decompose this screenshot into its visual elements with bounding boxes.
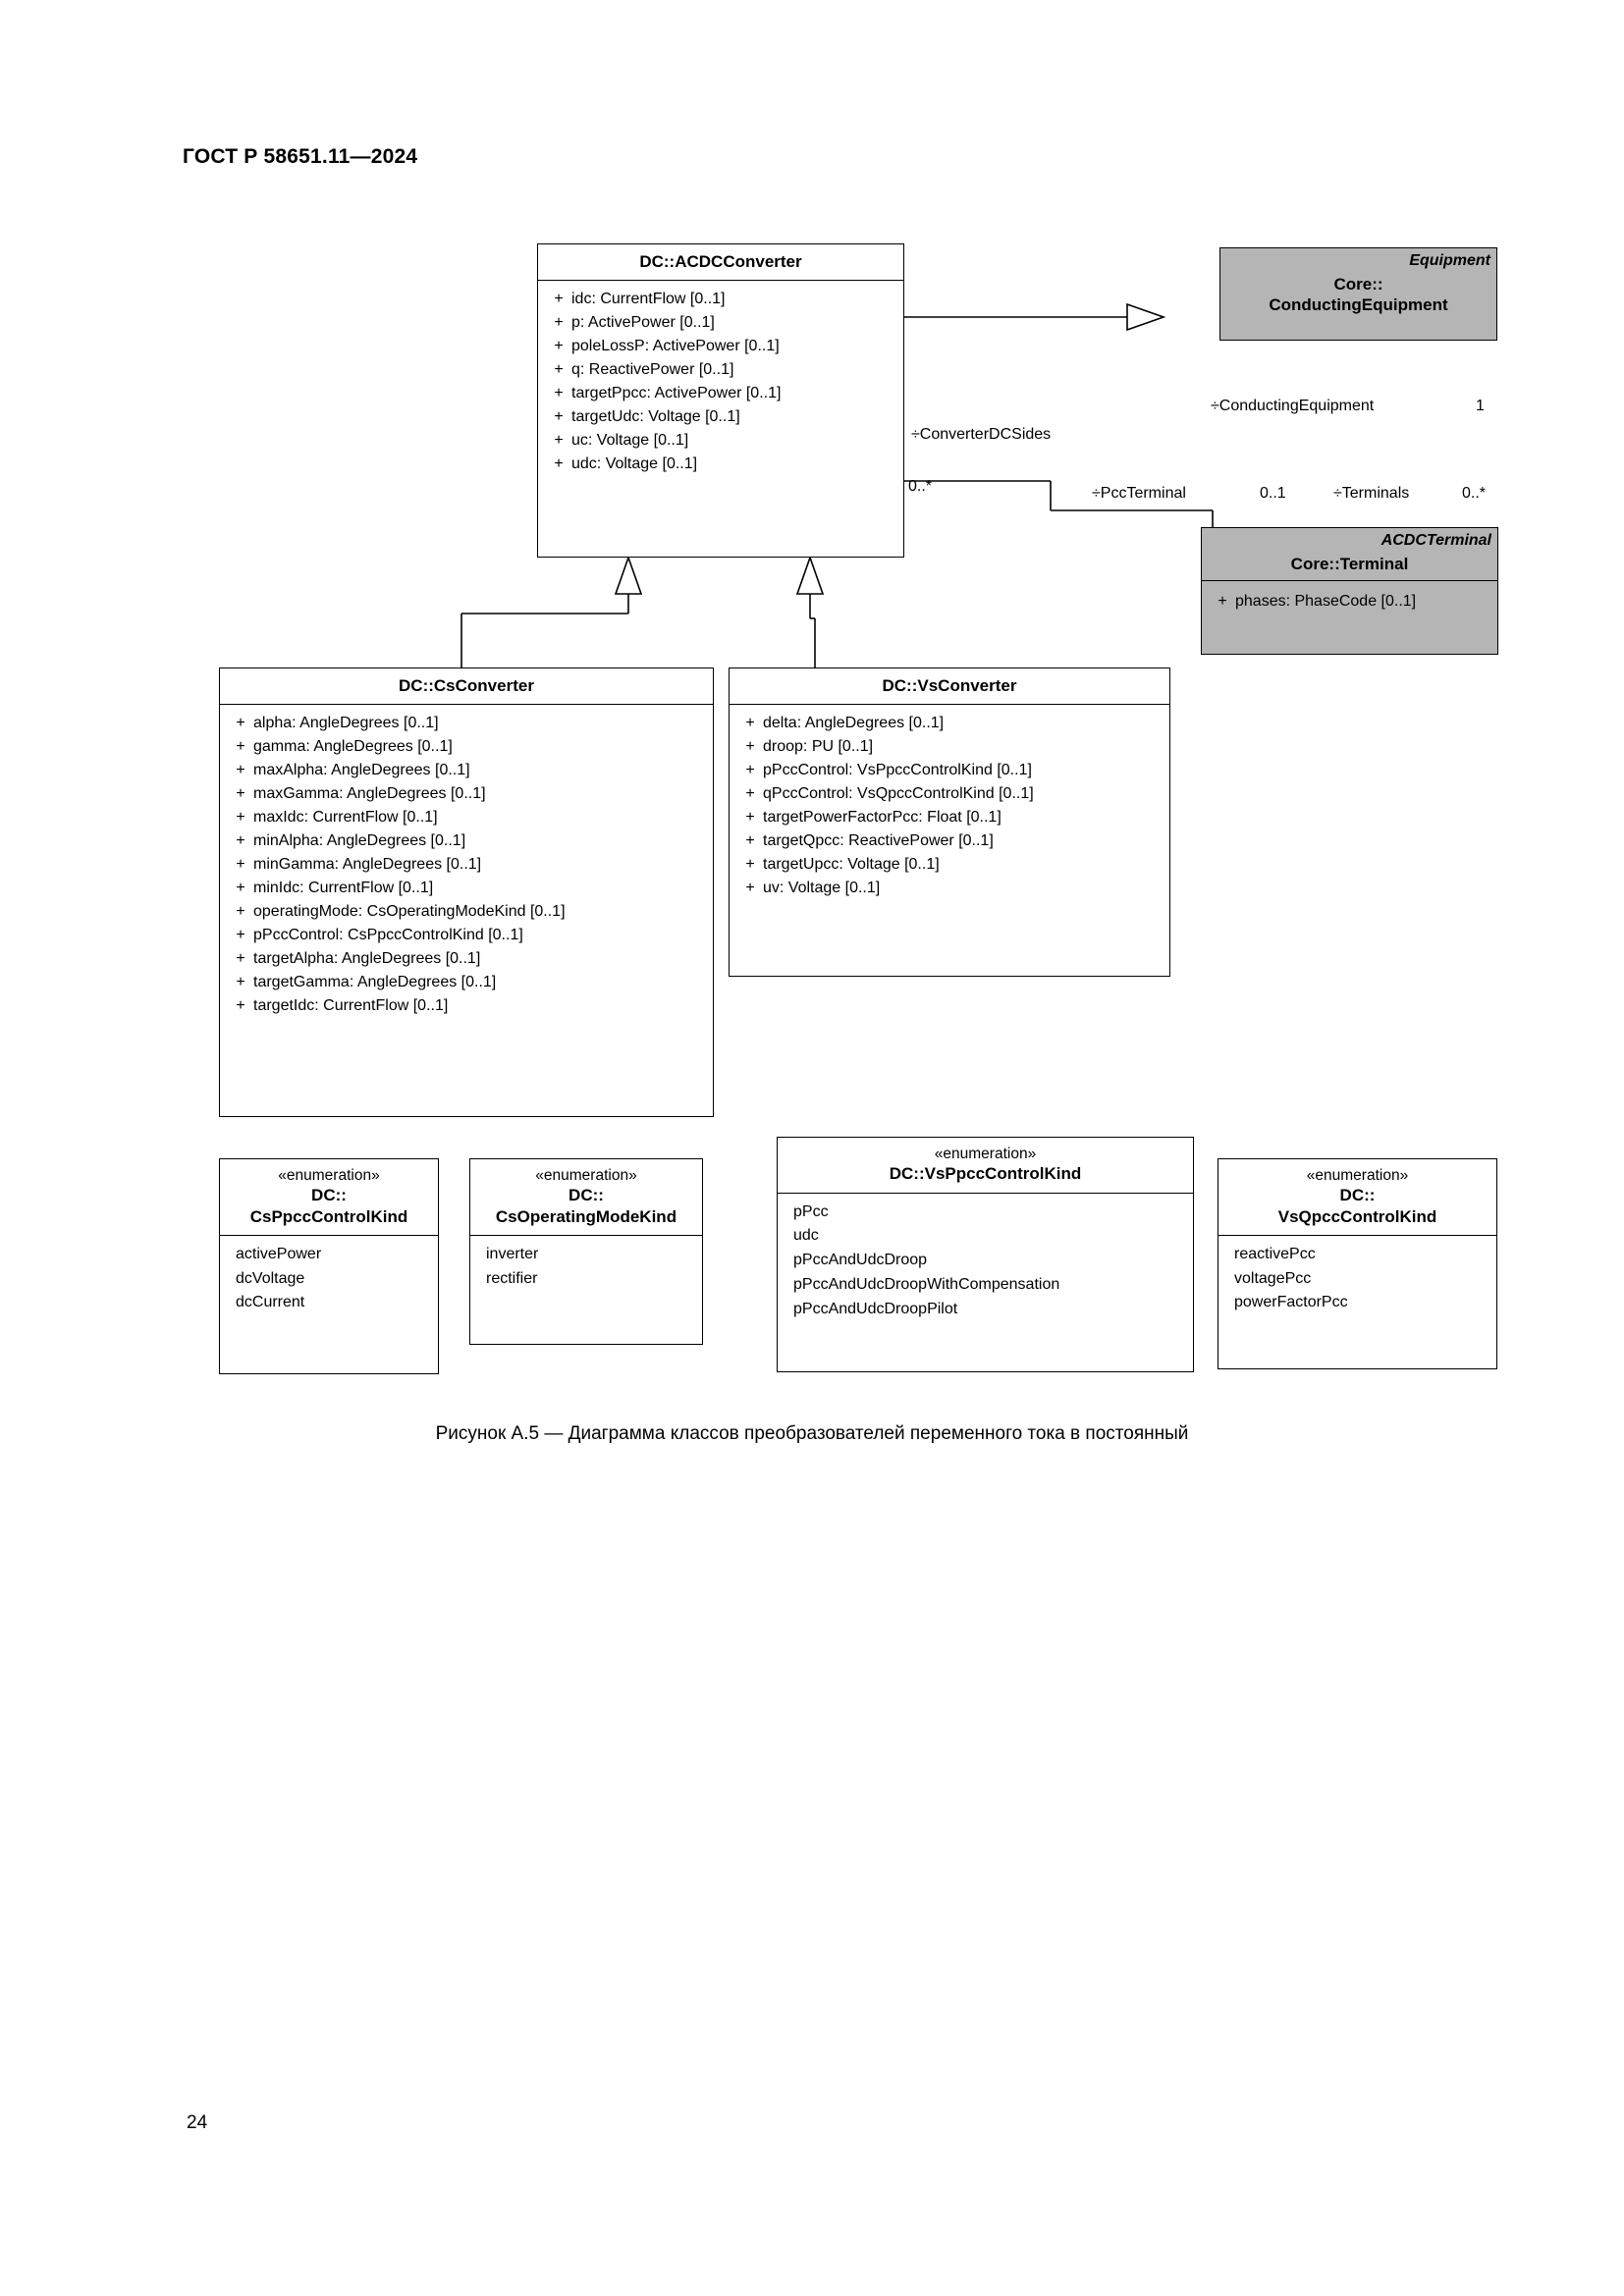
enum-title-line2: CsPpccControlKind (249, 1206, 408, 1226)
attribute-row (220, 924, 713, 947)
literal-list (778, 1194, 1193, 1331)
enum-title-line2: CsOperatingModeKind (495, 1206, 677, 1226)
attribute-row (538, 453, 903, 476)
enum-literal: voltagePcc (1234, 1269, 1312, 1287)
stereotype: «enumeration» (278, 1167, 380, 1184)
attribute-row (538, 405, 903, 429)
attribute-text: qPccControl: VsQpccControlKind [0..1] (763, 785, 1034, 803)
class-acdcterminal[interactable] (1201, 527, 1498, 655)
attribute-text: maxGamma: AngleDegrees [0..1] (253, 785, 486, 803)
attribute-text: targetGamma: AngleDegrees [0..1] (253, 974, 497, 991)
attribute-text: uv: Voltage [0..1] (763, 880, 881, 897)
class-title: DC::VsConverter (882, 676, 1017, 695)
attribute-row (220, 900, 713, 924)
attribute-row (730, 782, 1169, 806)
attribute-row (730, 829, 1169, 853)
enum-title-line2: VsQpccControlKind (1277, 1206, 1437, 1226)
attribute-text: pPccControl: CsPpccControlKind [0..1] (253, 927, 523, 944)
stereotype: «enumeration» (934, 1146, 1037, 1162)
class-title-line1: Core:: (1333, 275, 1383, 294)
attribute-text: minAlpha: AngleDegrees [0..1] (253, 832, 466, 850)
package-band (1220, 248, 1496, 274)
class-title-line2: ConductingEquipment (1269, 295, 1448, 315)
figure-caption: Рисунок А.5 — Диаграмма классов преобразователей переменного тока в постоянный (435, 1423, 1189, 1444)
visibility: + (745, 809, 755, 827)
attribute-row (730, 759, 1169, 782)
enum-title (1218, 1159, 1496, 1235)
visibility: + (745, 880, 755, 897)
attribute-text: delta: AngleDegrees [0..1] (763, 715, 945, 732)
attribute-text: alpha: AngleDegrees [0..1] (253, 715, 439, 732)
visibility: + (554, 408, 564, 426)
enum-literal: pPccAndUdcDroopWithCompensation (793, 1276, 1060, 1294)
visibility: + (236, 762, 245, 779)
visibility: + (236, 715, 245, 732)
attribute-text: uc: Voltage [0..1] (571, 432, 689, 450)
attribute-text: targetIdc: CurrentFlow [0..1] (253, 997, 449, 1015)
package-band (1202, 528, 1497, 554)
attribute-list (730, 705, 1169, 909)
class-conductingequipment[interactable] (1219, 247, 1497, 341)
visibility: + (1218, 593, 1227, 611)
attribute-text: targetUpcc: Voltage [0..1] (763, 856, 940, 874)
visibility: + (745, 832, 755, 850)
attribute-text: idc: CurrentFlow [0..1] (571, 291, 726, 308)
attribute-text: targetQpcc: ReactivePower [0..1] (763, 832, 994, 850)
enum-title (778, 1138, 1193, 1193)
enum-literal: dcCurrent (236, 1294, 305, 1311)
attribute-row (730, 806, 1169, 829)
literal-list (220, 1236, 438, 1324)
attribute-row (220, 853, 713, 877)
attribute-list (220, 705, 713, 1027)
enum-literal: reactivePcc (1234, 1245, 1316, 1262)
literal-list (1218, 1236, 1496, 1324)
attribute-row (220, 806, 713, 829)
attribute-row (220, 829, 713, 853)
attribute-row (538, 335, 903, 358)
attribute-text: droop: PU [0..1] (763, 738, 874, 756)
attribute-text: targetAlpha: AngleDegrees [0..1] (253, 950, 481, 968)
attribute-text: operatingMode: CsOperatingModeKind [0..1] (253, 903, 566, 921)
enum-literal: dcVoltage (236, 1269, 305, 1287)
visibility: + (554, 338, 564, 355)
attribute-text: targetPpcc: ActivePower [0..1] (571, 385, 782, 402)
label-conductingequipment-role: ÷ConductingEquipment (1211, 398, 1375, 414)
attribute-list (1202, 581, 1497, 622)
enum-literal: powerFactorPcc (1234, 1294, 1348, 1311)
visibility: + (236, 950, 245, 968)
visibility: + (236, 880, 245, 897)
visibility: + (236, 809, 245, 827)
visibility: + (745, 715, 755, 732)
attribute-text: pPccControl: VsPpccControlKind [0..1] (763, 762, 1032, 779)
attribute-row (220, 712, 713, 735)
enum-literal: udc (793, 1227, 819, 1245)
stereotype: «enumeration» (535, 1167, 637, 1184)
attribute-row (220, 759, 713, 782)
class-csconverter[interactable] (219, 667, 714, 1117)
class-title: DC::ACDCConverter (639, 252, 802, 271)
attribute-row (220, 877, 713, 900)
attribute-text: udc: Voltage [0..1] (571, 455, 698, 473)
attribute-text: q: ReactivePower [0..1] (571, 361, 734, 379)
visibility: + (745, 785, 755, 803)
attribute-row (730, 712, 1169, 735)
enum-literal: pPccAndUdcDroop (793, 1252, 928, 1269)
enum-title-line1: DC:: (568, 1186, 604, 1205)
enum-title (470, 1159, 702, 1235)
visibility: + (554, 385, 564, 402)
enum-title-line1: DC::VsPpccControlKind (889, 1164, 1082, 1184)
attribute-row (730, 853, 1169, 877)
visibility: + (554, 291, 564, 308)
label-pccterminal-mult: 0..1 (1260, 485, 1286, 502)
attribute-row (220, 782, 713, 806)
visibility: + (745, 762, 755, 779)
enum-literal: activePower (236, 1245, 322, 1262)
page-number: 24 (187, 2112, 208, 2133)
attribute-row (730, 735, 1169, 759)
attribute-row (538, 358, 903, 382)
label-conductingequipment-mult: 1 (1476, 398, 1485, 414)
visibility: + (236, 832, 245, 850)
label-converterdcsides-role: ÷ConverterDCSides (911, 426, 1052, 443)
stereotype: «enumeration» (1306, 1167, 1409, 1184)
enum-literal: pPcc (793, 1202, 829, 1220)
visibility: + (745, 856, 755, 874)
enum-vsppcccontrolkind[interactable] (777, 1137, 1194, 1372)
attribute-text: minIdc: CurrentFlow [0..1] (253, 880, 434, 897)
attribute-list (538, 281, 903, 485)
attribute-text: targetUdc: Voltage [0..1] (571, 408, 740, 426)
package-label: Equipment (1409, 252, 1490, 269)
attribute-text: poleLossP: ActivePower [0..1] (571, 338, 780, 355)
attribute-row (220, 994, 713, 1018)
attribute-text: gamma: AngleDegrees [0..1] (253, 738, 453, 756)
attribute-text: maxIdc: CurrentFlow [0..1] (253, 809, 438, 827)
visibility: + (554, 314, 564, 332)
enum-literal: inverter (486, 1245, 539, 1262)
attribute-row (730, 877, 1169, 900)
enum-literal: rectifier (486, 1269, 538, 1287)
class-title (1220, 274, 1496, 324)
class-vsconverter[interactable] (729, 667, 1170, 977)
class-title: DC::CsConverter (399, 676, 534, 695)
class-acdcconverter[interactable] (537, 243, 904, 558)
attribute-row (538, 288, 903, 311)
visibility: + (236, 974, 245, 991)
visibility: + (236, 738, 245, 756)
attribute-text: targetPowerFactorPcc: Float [0..1] (763, 809, 1001, 827)
attribute-row (1202, 590, 1497, 614)
attribute-row (538, 429, 903, 453)
visibility: + (554, 361, 564, 379)
visibility: + (554, 432, 564, 450)
attribute-row (538, 382, 903, 405)
attribute-row (538, 311, 903, 335)
enum-csppcccontrolkind[interactable] (219, 1158, 439, 1374)
class-title: Core::Terminal (1290, 555, 1409, 573)
attribute-text: phases: PhaseCode [0..1] (1235, 593, 1417, 611)
visibility: + (554, 455, 564, 473)
visibility: + (745, 738, 755, 756)
document-header: ГОСТ Р 58651.11—2024 (183, 145, 418, 168)
visibility: + (236, 785, 245, 803)
visibility: + (236, 903, 245, 921)
visibility: + (236, 856, 245, 874)
enum-literal: pPccAndUdcDroopPilot (793, 1300, 958, 1317)
label-converterdcsides-mult: 0..* (908, 478, 933, 495)
enum-title (220, 1159, 438, 1235)
literal-list (470, 1236, 702, 1301)
attribute-row (220, 971, 713, 994)
enum-title-line1: DC:: (311, 1186, 347, 1205)
enum-vsqpcccontrolkind[interactable] (1218, 1158, 1497, 1369)
enum-title-line1: DC:: (1339, 1186, 1376, 1205)
visibility: + (236, 927, 245, 944)
attribute-text: maxAlpha: AngleDegrees [0..1] (253, 762, 470, 779)
attribute-text: p: ActivePower [0..1] (571, 314, 715, 332)
attribute-row (220, 947, 713, 971)
label-terminals-role: ÷Terminals (1333, 485, 1410, 502)
enum-csoperatingmodekind[interactable] (469, 1158, 703, 1345)
attribute-text: minGamma: AngleDegrees [0..1] (253, 856, 482, 874)
attribute-row (220, 735, 713, 759)
package-label: ACDCTerminal (1380, 532, 1491, 549)
label-pccterminal-role: ÷PccTerminal (1092, 485, 1186, 502)
visibility: + (236, 997, 245, 1015)
label-terminals-mult: 0..* (1462, 485, 1487, 502)
